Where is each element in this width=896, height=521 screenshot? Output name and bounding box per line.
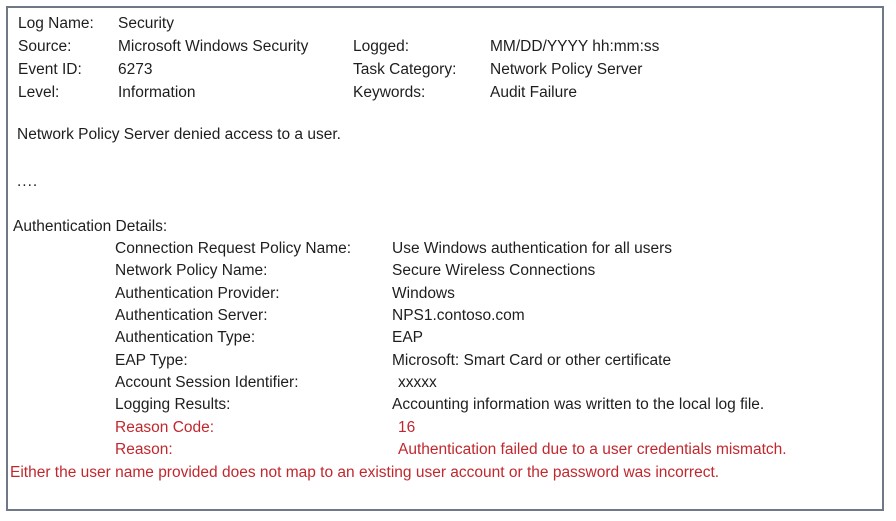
level-label: Level: [18,84,60,101]
detail-row-logging-results [0,394,896,416]
detail-value: Accounting information was written to the local log file. [392,396,765,413]
detail-value: Authentication failed due to a user credentials mismatch. [398,441,787,458]
detail-row-network-policy-name [0,260,896,282]
detail-label: Authentication Server: [115,307,268,324]
logged-value: MM/DD/YYYY hh:mm:ss [490,38,660,55]
detail-label: Authentication Type: [115,329,256,346]
detail-value: 16 [398,419,416,436]
detail-label: Account Session Identifier: [115,374,299,391]
detail-row-authentication-provider [0,283,896,305]
detail-row-authentication-type [0,327,896,349]
omitted-content-row [0,171,896,193]
event-id-label: Event ID: [18,61,82,78]
authentication-details-heading: Authentication Details: [13,218,168,235]
log-name-label: Log Name: [18,15,94,32]
header-row-event-id [0,59,896,81]
detail-row-reason [0,439,896,461]
detail-label: EAP Type: [115,352,188,369]
detail-value: Microsoft: Smart Card or other certificate [392,352,672,369]
keywords-value: Audit Failure [490,84,578,101]
detail-row-connection-request-policy [0,238,896,260]
detail-row-authentication-server [0,305,896,327]
reason-detail-text: Either the user name provided does not map to an existing user account or the password was incorrect. [10,464,720,481]
header-row-source [0,36,896,58]
source-label: Source: [18,38,72,55]
authentication-details-heading-row [0,216,896,238]
header-row-level [0,82,896,104]
header-row-log-name [0,13,896,35]
task-category-value: Network Policy Server [490,61,643,78]
detail-label: Connection Request Policy Name: [115,240,352,257]
detail-row-reason-code [0,417,896,439]
detail-value: Use Windows authentication for all users [392,240,672,257]
detail-value: Secure Wireless Connections [392,262,596,279]
level-value: Information [118,84,196,101]
task-category-label: Task Category: [353,61,457,78]
detail-label: Logging Results: [115,396,231,413]
detail-label: Authentication Provider: [115,285,280,302]
detail-label: Reason: [115,441,173,458]
event-description: Network Policy Server denied access to a user. [17,126,341,143]
detail-value: EAP [392,329,424,346]
omitted-content-ellipsis: .... [17,173,39,190]
event-id-value: 6273 [118,61,153,78]
detail-value: NPS1.contoso.com [392,307,525,324]
detail-row-account-session-identifier [0,372,896,394]
reason-detail-row [0,462,896,484]
logged-label: Logged: [353,38,410,55]
detail-value: xxxxx [398,374,437,391]
detail-label: Network Policy Name: [115,262,268,279]
log-name-value: Security [118,15,174,32]
detail-label: Reason Code: [115,419,215,436]
detail-value: Windows [392,285,455,302]
detail-row-eap-type [0,350,896,372]
keywords-label: Keywords: [353,84,426,101]
source-value: Microsoft Windows Security [118,38,309,55]
event-description-row [0,124,896,146]
